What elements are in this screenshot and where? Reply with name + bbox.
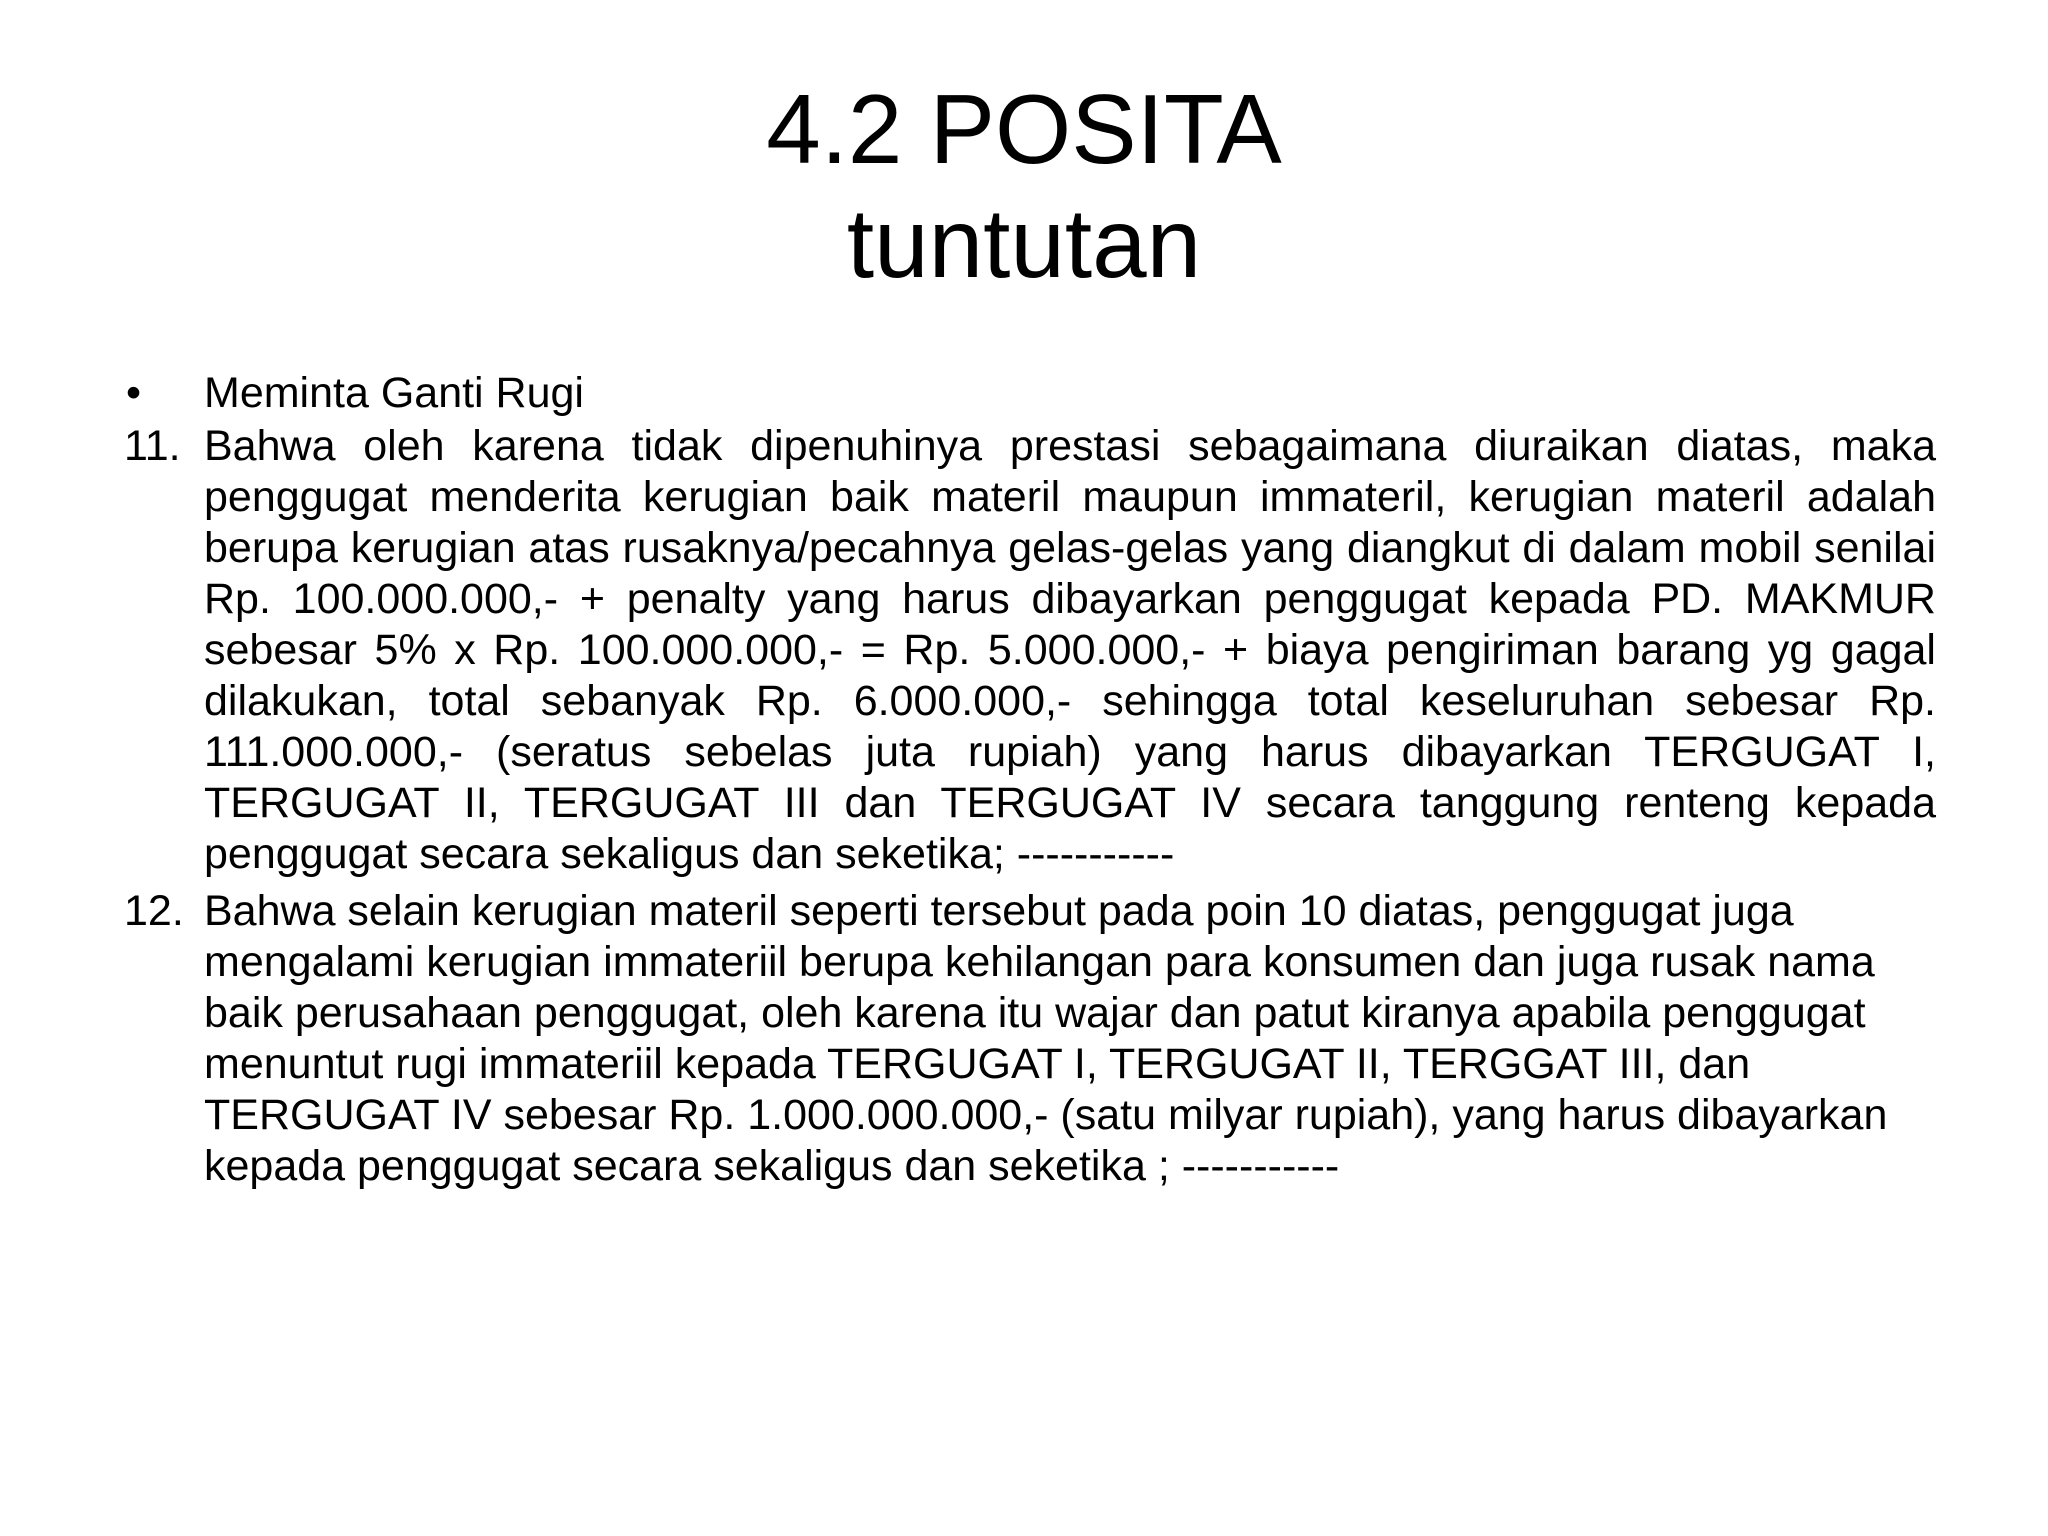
slide-body <box>124 368 1936 1192</box>
slide-title-line-1: 4.2 POSITA <box>766 74 1282 184</box>
slide-title-line-2: tuntutan <box>846 188 1202 298</box>
bullet-item <box>124 368 1936 419</box>
item-number: 12. <box>124 887 184 935</box>
numbered-item-12 <box>124 886 1936 1192</box>
item-text: Bahwa oleh karena tidak dipenuhinya prestasi sebagaimana diuraikan diatas, maka penggugat menderita kerugian baik materil maupun immateril, kerugian materil adalah berupa kerugian atas rusaknya/pecahnya gelas-gelas yang diangkut di dalam mobil senilai Rp. 100.000.000,- + penalty yang harus dibayarkan penggugat kepada PD. MAKMUR sebesar 5% x Rp. 100.000.000,- = Rp. 5.000.000,- + biaya pengiriman barang yg gagal dilakukan, total sebanyak Rp. 6.000.000,- sehingga total keseluruhan sebesar Rp. 111.000.000,- (seratus sebelas juta rupiah) yang harus dibayarkan TERGUGAT I, TERGUGAT II, TERGUGAT III dan TERGUGAT IV secara tanggung renteng kepada penggugat secara sekaligus dan seketika; ----------- <box>204 422 1936 878</box>
item-text: Bahwa selain kerugian materil seperti tersebut pada poin 10 diatas, penggugat juga mengalami kerugian immateriil berupa kehilangan para konsumen dan juga rusak nama baik perusahaan penggugat, oleh karena itu wajar dan patut kiranya apabila penggugat menuntut rugi immateriil kepada TERGUGAT I, TERGUGAT II, TERGGAT III, dan TERGUGAT IV sebesar Rp. 1.000.000.000,- (satu milyar rupiah), yang harus dibayarkan kepada penggugat secara sekaligus dan seketika ; ----------- <box>204 887 1888 1190</box>
slide-title <box>0 72 2048 300</box>
item-number: 11. <box>124 422 181 470</box>
numbered-item-11 <box>124 421 1936 880</box>
bullet-marker: • <box>126 369 142 417</box>
bullet-text: Meminta Ganti Rugi <box>204 369 584 417</box>
